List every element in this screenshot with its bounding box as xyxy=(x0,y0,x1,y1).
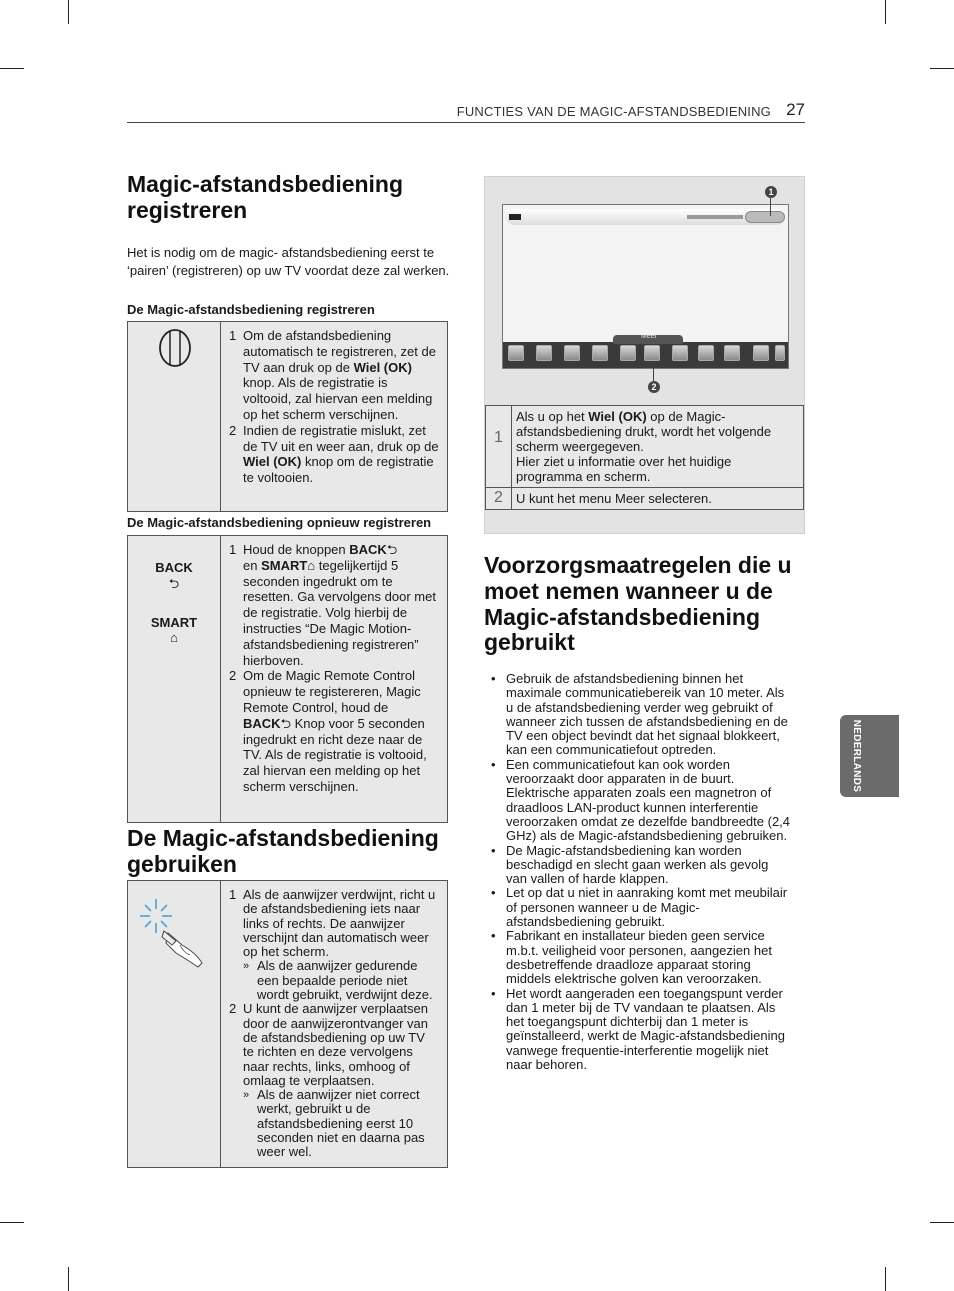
list-item: • Fabrikant en installateur bieden geen service m.b.t. veiligheid voor personen, aangezien het desbetreffende draadloze apparaat storing middels elektrische golven kan veroorzaken. xyxy=(491,928,772,987)
back-icon: ⮌ xyxy=(386,542,398,557)
register-box xyxy=(127,321,448,512)
crop-mark xyxy=(0,1222,24,1223)
subheading-reregister: De Magic-afstandsbediening opnieuw registreren xyxy=(127,515,432,530)
list-item: • De Magic-afstandsbediening kan worden beschadigd en slecht gaan werken als gevolg van vallen of harde klappen. xyxy=(491,842,769,887)
crop-mark xyxy=(930,68,954,69)
globe-icon xyxy=(564,345,580,361)
crop-mark xyxy=(930,1222,954,1223)
callout-marker-1: 1 xyxy=(765,186,777,198)
list-item: 1 Om de afstandsbediening automatisch te registreren, zet de TV aan druk op de Wiel (OK) knop. Als de registratie is voltooid, zal hiervan een melding op het scherm verschijnen. xyxy=(229,328,436,422)
list-item: • Het wordt aangeraden een toegangspunt verder dan 1 meter bij de TV vandaan te plaatsen. Als het toegangspunt dichterbij dan 1 meter is geïnstalleerd, werkt de Magic-afstandsbediening vanwege frequentie-interferentie mogelijk niet naar behoren. xyxy=(491,985,785,1073)
info-pill-icon xyxy=(745,211,785,223)
info-icon xyxy=(698,345,714,361)
list-item: • Een communicatiefout kan ook worden veroorzaakt door apparaten in de buurt. Elektrische apparaten zoals een magnetron of draadloos LAN-product kunnen interferentie veroorzaken omdat ze dezelfde bandbreedte (2,4 GHz) als de Magic-afstandsbediening gebruiken. xyxy=(491,756,791,844)
page-number: 27 xyxy=(786,100,805,119)
settings-icon xyxy=(536,345,552,361)
screen-illustration-panel xyxy=(484,176,805,534)
heading-use: De Magic-afstandsbediening gebruiken xyxy=(127,825,439,877)
use-box-image xyxy=(128,881,221,1167)
list-item: 2 Indien de registratie mislukt, zet de TV uit en weer aan, druk op de Wiel (OK) knop om de registratie te voltooien. xyxy=(229,422,439,486)
callout-line-1 xyxy=(770,198,771,216)
use-box xyxy=(127,880,448,1168)
heading-precautions: Voorzorgsmaatregelen die u moet nemen wanneer u de Magic-afstandsbediening gebruikt xyxy=(484,552,792,656)
subheading-register: De Magic-afstandsbediening registreren xyxy=(127,302,375,317)
register-box-image xyxy=(128,322,221,511)
info-progress-bar xyxy=(687,215,743,219)
home-icon: ⌂ xyxy=(170,630,178,645)
intro-paragraph: Het is nodig om de magic- afstandsbediening eerst te ‘pairen’ (registreren) op uw TV voordat deze zal werken. xyxy=(127,245,450,278)
page-header xyxy=(127,100,805,123)
clock-icon xyxy=(672,345,688,361)
reregister-box xyxy=(127,535,448,823)
back-icon: ⮌ xyxy=(280,715,291,731)
reregister-box-text xyxy=(221,536,447,822)
crop-mark xyxy=(0,68,24,69)
crop-mark xyxy=(68,1267,69,1291)
list-item: • Gebruik de afstandsbediening binnen het maximale communicatiebereik van 10 meter. Als u de afstandsbediening verder weg gebruikt of wanneer zich tussen de afstandsbediening en de TV een object bevindt dat het signaal blokkeert, kan een communicatiefout optreden. xyxy=(491,671,788,758)
smart-label: SMART xyxy=(150,615,198,630)
back-icon: ⮌ xyxy=(168,576,180,591)
list-item: 1 Als de aanwijzer verdwijnt, richt u de afstandsbediening iets naar links of rechts. De aanwijzer verschijnt dan automatisch weer op het scherm. xyxy=(229,887,436,960)
app-icon xyxy=(644,345,660,361)
list-item: 2 Om de Magic Remote Control opnieuw te registereren, Magic Remote Control, houd de BACK⮌ Knop voor 5 seconden ingedrukt en richt deze naar de TV. Als de registratie is voltooid, zal hiervan een melding op het scherm verschijnen. xyxy=(229,668,427,794)
crop-mark xyxy=(68,0,69,24)
crop-mark xyxy=(885,1267,886,1291)
list-subitem: » Als de aanwijzer gedurende een bepaalde periode niet wordt gebruikt, verdwijnt deze. xyxy=(243,958,433,1003)
home-icon: ⌂ xyxy=(307,557,316,573)
table-row: 2 U kunt het menu Meer selecteren. xyxy=(486,488,804,510)
close-icon xyxy=(775,345,785,361)
heading-register: Magic-afstandsbediening registreren xyxy=(127,171,404,223)
input-icon xyxy=(753,345,769,361)
callout-line-2 xyxy=(653,367,654,381)
remote-pointer-icon xyxy=(136,893,216,973)
language-tab: NEDERLANDS xyxy=(840,715,899,797)
register-box-text xyxy=(221,322,447,511)
list-subitem: » Als de aanwijzer niet correct werkt, gebruikt u de afstandsbediening eerst 10 seconden niet en daarna pas weer wel. xyxy=(243,1087,425,1160)
channel-badge xyxy=(509,214,521,220)
tv-screen xyxy=(502,204,789,369)
info-bar xyxy=(506,209,785,225)
callout-marker-2: 2 xyxy=(648,381,660,393)
list-item: 1 Houd de knoppen BACK⮌ en SMART⌂ tegelijkertijd 5 seconden ingedrukt om te resetten. Ga vervolgens door met de registratie. Volg hierbij de instructies “De Magic Motion-afstandsbediening registreren” hierboven. xyxy=(229,542,436,668)
menu-icon xyxy=(508,345,524,361)
screen-info-table xyxy=(485,405,804,510)
meer-label: Meer xyxy=(641,333,657,340)
use-box-text xyxy=(221,881,447,1167)
back-label: BACK xyxy=(155,560,193,575)
wheel-button-icon xyxy=(158,328,192,368)
crop-mark xyxy=(885,0,886,24)
guide-icon xyxy=(620,345,636,361)
list-item: • Let op dat u niet in aanraking komt met meubilair of personen wanneer u de Magic-afstandsbediening gebruikt. xyxy=(491,885,788,930)
more-icon xyxy=(724,345,740,361)
table-row: 1 Als u op het Wiel (OK) op de Magic-afstandsbediening drukt, wordt het volgende scherm weergegeven. Hier ziet u informatie over het huidige programma en scherm. xyxy=(486,406,804,488)
precautions-list xyxy=(491,672,791,1072)
search-icon xyxy=(592,345,608,361)
reregister-box-image xyxy=(128,536,221,822)
list-item: 2 U kunt de aanwijzer verplaatsen door de aanwijzerontvanger van de afstandsbediening op uw TV te richten en deze vervolgens naar rechts, links, omhoog of omlaag te verplaatsen. xyxy=(229,1001,429,1088)
section-title: FUNCTIES VAN DE MAGIC-AFSTANDSBEDIENING xyxy=(456,104,771,119)
